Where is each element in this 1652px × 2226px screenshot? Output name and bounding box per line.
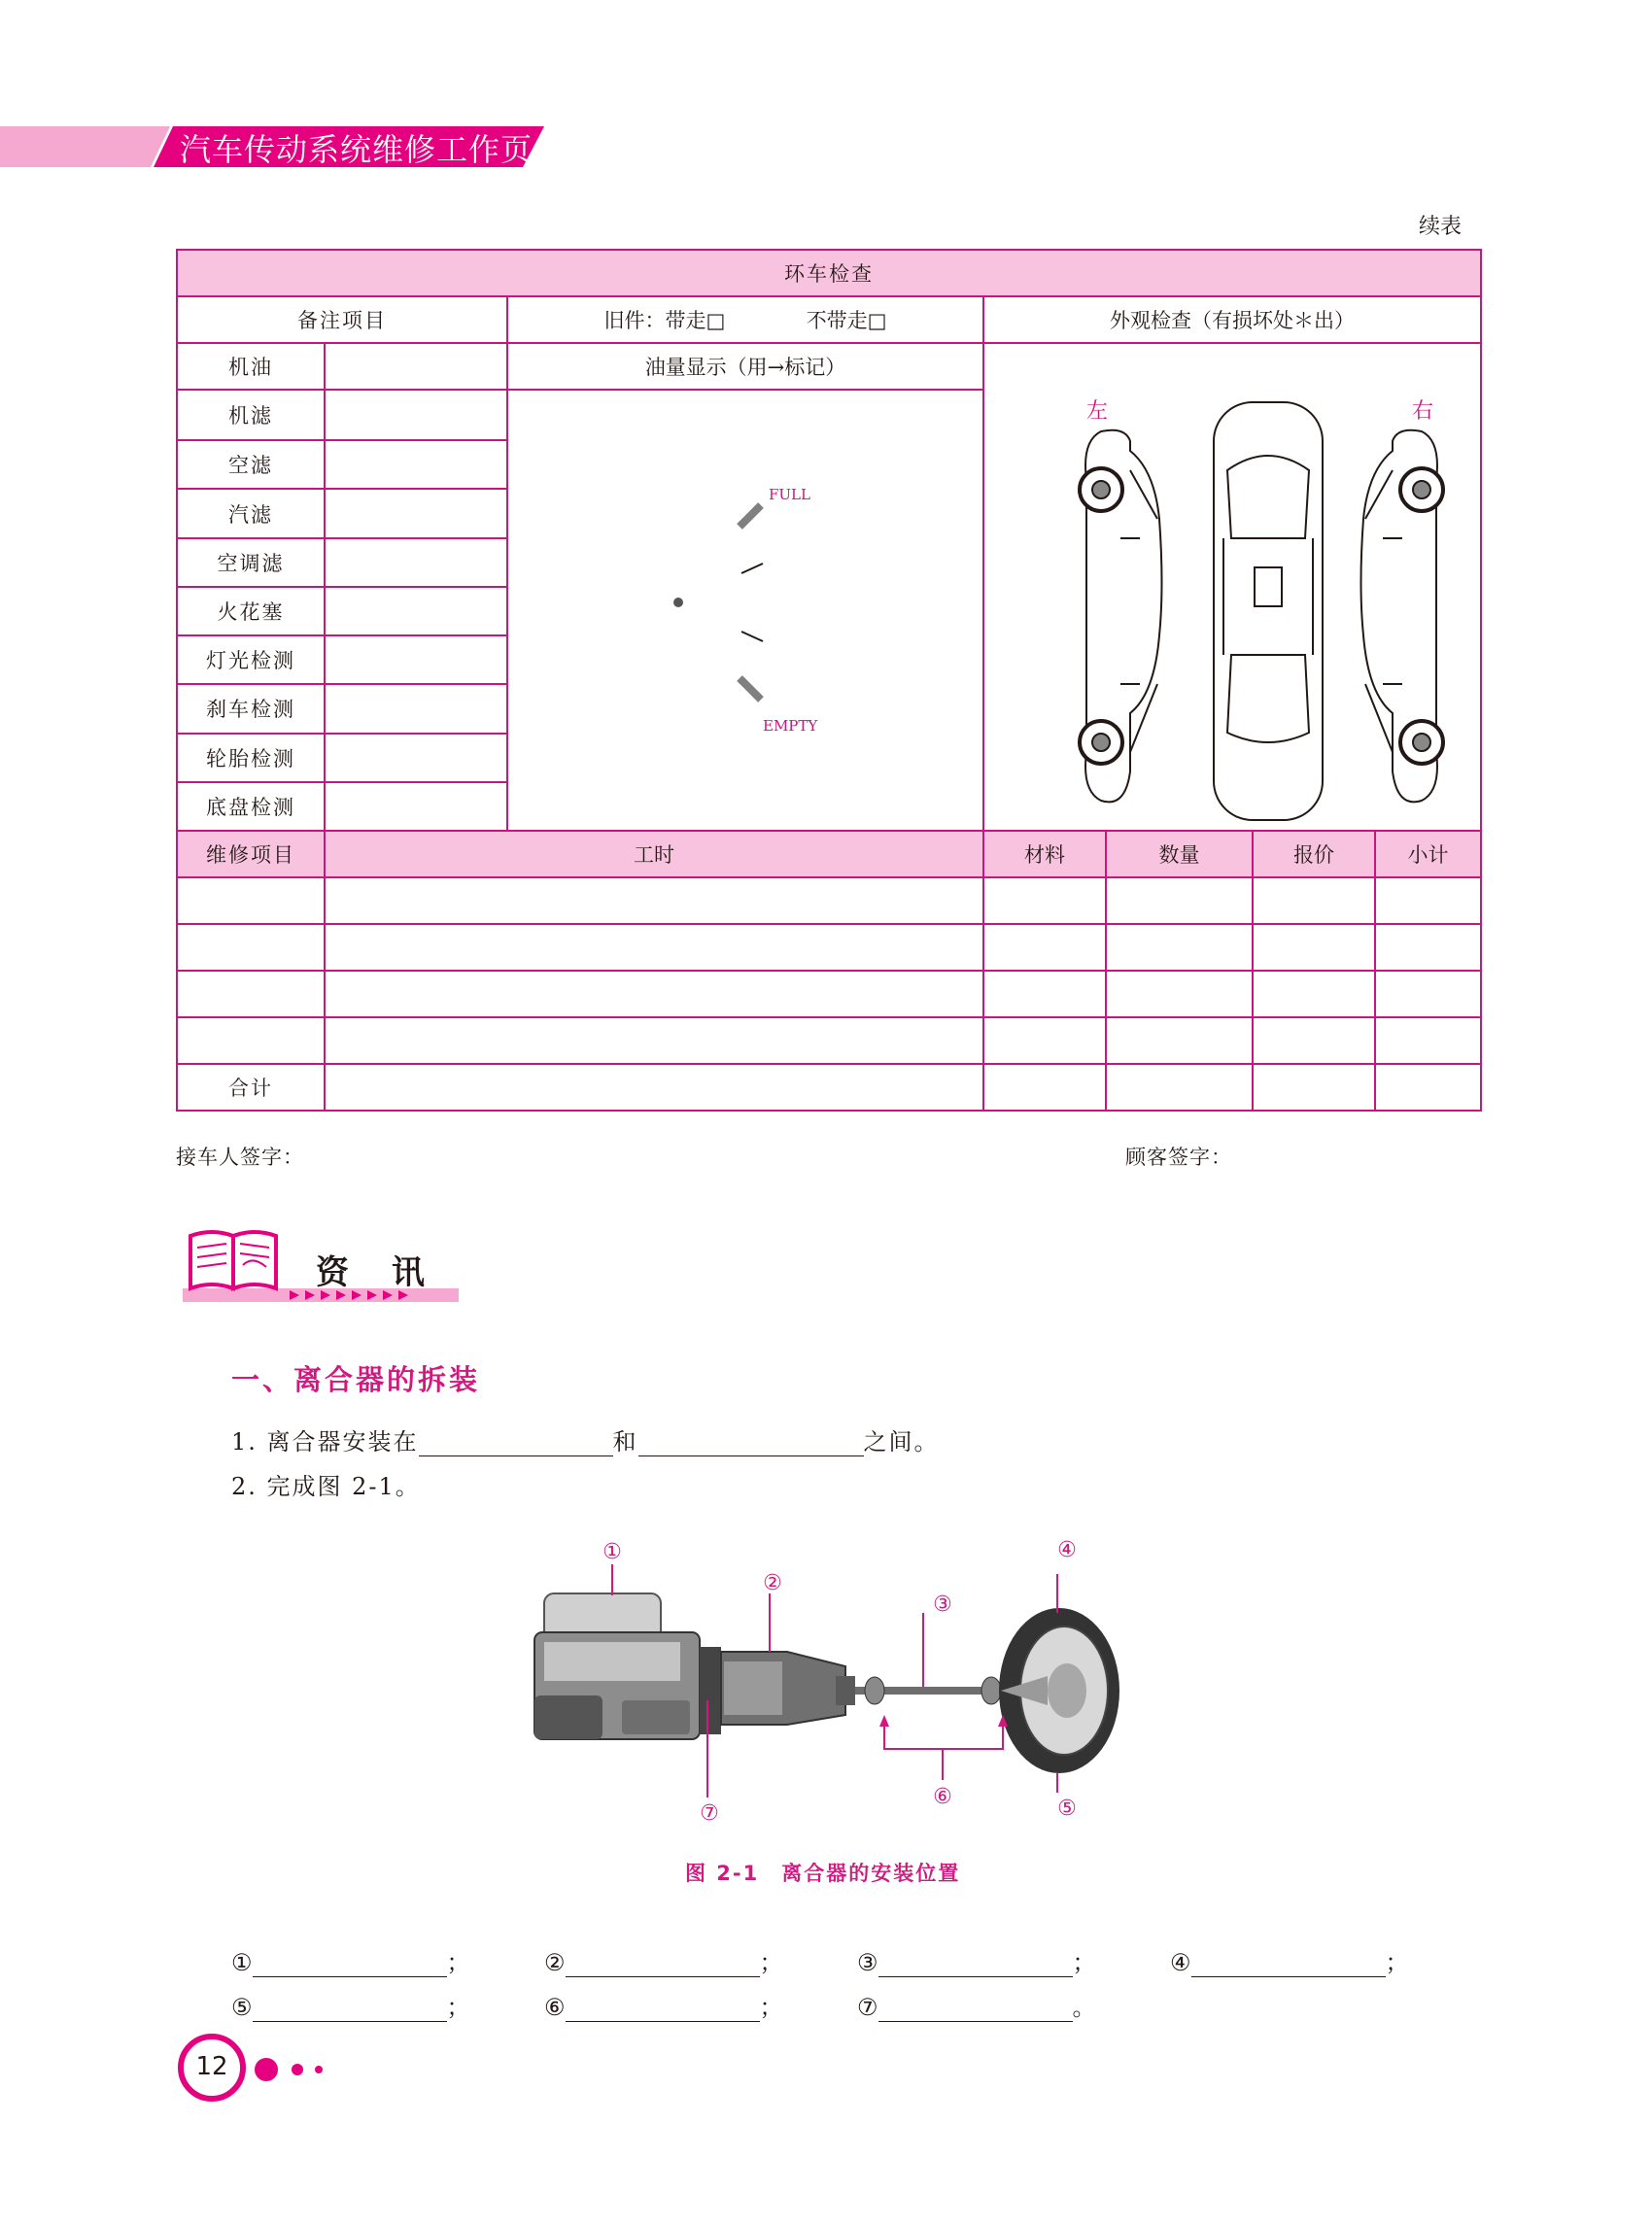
item-value[interactable] (325, 587, 507, 635)
callout-2: ② (763, 1571, 782, 1595)
car-left-label: 左 (1086, 399, 1109, 424)
callout-6: ⑥ (933, 1785, 952, 1809)
oil-display-header: 油量显示（用→标记） (507, 343, 983, 390)
callout-5: ⑤ (1057, 1797, 1077, 1821)
drive-shaft-icon (855, 1677, 1001, 1704)
old-parts-cell (507, 296, 983, 343)
gauge-tick (741, 564, 763, 573)
total-hours[interactable] (325, 1064, 983, 1111)
gauge-pivot (673, 598, 683, 607)
remarks-header: 备注项目 (177, 296, 507, 343)
oil-gauge (508, 391, 982, 828)
item-value[interactable] (325, 734, 507, 782)
transmission-icon (700, 1647, 855, 1734)
answer-item: ④ ； (1170, 1949, 1409, 1976)
question-2: 2. 完成图 2-1。 (231, 1473, 421, 1500)
answer-item: ② ； (544, 1949, 783, 1976)
page-number: 12 (195, 2052, 228, 2081)
old-parts-take[interactable]: 旧件：带走□ (603, 309, 726, 332)
gauge-empty-label: EMPTY (763, 717, 818, 735)
gauge-full-label: FULL (769, 486, 810, 503)
item-value[interactable] (325, 635, 507, 684)
answer-blank[interactable] (638, 1432, 864, 1456)
answer-item: ⑥ ； (544, 1994, 783, 2021)
answer-item: ① ； (231, 1949, 470, 1976)
figure-caption: 图 2-1 离合器的安装位置 (685, 1862, 961, 1885)
item-label: 空滤 (177, 440, 325, 489)
repair-header-hours: 工时 (325, 831, 983, 877)
question-1: 1. 离合器安装在 和 之间。 (231, 1428, 940, 1455)
item-label: 底盘检测 (177, 782, 325, 831)
old-parts-leave[interactable]: 不带走□ (806, 309, 887, 332)
gauge-tick (741, 632, 763, 641)
repair-header-material: 材料 (983, 831, 1106, 877)
car-diagram (984, 344, 1480, 830)
item-label: 火花塞 (177, 587, 325, 635)
clutch-installation-figure (515, 1516, 1137, 1846)
info-section-title: 资 讯 (316, 1253, 440, 1292)
customer-signature: 顾客签字： (1125, 1146, 1232, 1169)
car-right-label: 右 (1412, 399, 1434, 424)
answer-item: ⑦ 。 (857, 1994, 1096, 2021)
exterior-check-header: 外观检查（有损坏处＊出） (983, 296, 1481, 343)
receiver-signature: 接车人签字： (176, 1146, 304, 1169)
repair-row (177, 971, 1481, 1017)
callout-7: ⑦ (700, 1801, 719, 1826)
item-label: 刹车检测 (177, 684, 325, 733)
repair-row (177, 924, 1481, 971)
header-title: 汽车传动系统维修工作页 (180, 131, 533, 168)
item-label: 机油 (177, 343, 325, 390)
item-value[interactable] (325, 440, 507, 489)
page-dots-decoration (253, 2052, 340, 2087)
item-value[interactable] (325, 489, 507, 537)
answer-blank[interactable] (419, 1432, 613, 1456)
gauge-full-mark (740, 505, 761, 527)
car-left-side-icon (1080, 430, 1162, 803)
item-value[interactable] (325, 782, 507, 831)
repair-header-qty: 数量 (1106, 831, 1253, 877)
item-value[interactable] (325, 684, 507, 733)
callout-1: ① (602, 1540, 622, 1564)
wheel-icon (999, 1608, 1119, 1773)
item-label: 灯光检测 (177, 635, 325, 684)
item-value[interactable] (325, 343, 507, 390)
repair-row (177, 877, 1481, 924)
oil-gauge-cell (507, 390, 983, 831)
car-right-side-icon (1361, 430, 1444, 803)
item-label: 机滤 (177, 390, 325, 440)
section-heading: 一、离合器的拆装 (231, 1363, 481, 1396)
repair-header-quote: 报价 (1253, 831, 1375, 877)
item-value[interactable] (325, 538, 507, 587)
inspection-table (176, 249, 1482, 1112)
callout-3: ③ (933, 1592, 952, 1617)
item-label: 轮胎检测 (177, 734, 325, 782)
item-label: 汽滤 (177, 489, 325, 537)
car-diagram-cell (983, 343, 1481, 831)
repair-row (177, 1017, 1481, 1064)
continued-label: 续表 (1419, 215, 1463, 239)
answer-item: ③ ； (857, 1949, 1096, 1976)
car-top-view-icon (1214, 402, 1323, 820)
gauge-empty-mark (740, 678, 761, 700)
engine-icon (534, 1593, 700, 1739)
repair-header-subtotal: 小计 (1375, 831, 1481, 877)
repair-header-item: 维修项目 (177, 831, 325, 877)
callout-4: ④ (1057, 1538, 1077, 1562)
item-label: 空调滤 (177, 538, 325, 587)
answer-item: ⑤ ； (231, 1994, 470, 2021)
table-section-title: 环车检查 (177, 250, 1481, 296)
total-label: 合计 (177, 1064, 325, 1111)
item-value[interactable] (325, 390, 507, 440)
